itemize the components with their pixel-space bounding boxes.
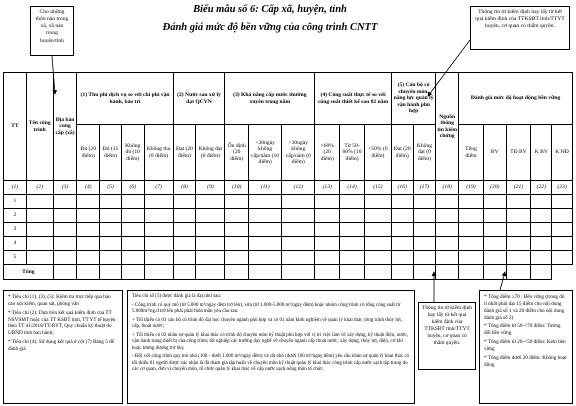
cell[interactable]: [249, 251, 282, 265]
evaluation-table: [3, 72, 573, 280]
col-number: (8): [173, 181, 196, 195]
cell[interactable]: [340, 223, 365, 237]
cell[interactable]: [225, 265, 249, 280]
cell[interactable]: [196, 223, 225, 237]
cell[interactable]: [391, 209, 413, 223]
cell[interactable]: [315, 265, 340, 280]
cell[interactable]: [531, 195, 552, 209]
cell[interactable]: [315, 237, 340, 251]
col-number: (5): [100, 181, 122, 195]
cell[interactable]: [225, 251, 249, 265]
cell[interactable]: [364, 237, 391, 251]
cell[interactable]: [53, 251, 77, 265]
col-number: (17): [413, 181, 436, 195]
col-number: (20): [483, 181, 506, 195]
cell[interactable]: [483, 209, 506, 223]
col-dia-ban: Địa bàn cung cấp (xã): [53, 73, 77, 181]
col-tt: TT: [4, 73, 27, 181]
sub-header: Không đạt (0 điểm): [413, 125, 436, 181]
cell[interactable]: [364, 223, 391, 237]
cell[interactable]: [459, 209, 484, 223]
note-middle-item: + Tối thiểu có 02 nhân sự quản lý khai thác có trình độ chuyên môn kỹ thuật phù hợp với vị trí việc làm về xây dựng, kỹ thuật điện, nước, vận hành trang thiết bị của công trình; tốt nghiệp các trường dạy nghề về chuyên ngành cấp thoát nước, xây dựng, thủy lợi, điện, cơ khí hoặc tương đương trở lên;: [132, 332, 408, 351]
cell[interactable]: [364, 209, 391, 223]
cell[interactable]: [225, 237, 249, 251]
note-left-item: * Tiêu chí (2): Dựa trên kết quả kiểm định của TT NSVSMT hoặc của TT KSBT tỉnh, TT YT tế huyện theo TT 41/2018/TT-BYT, Quy chuẩn kỹ thuật do UBND tỉnh ban hành;: [8, 309, 116, 337]
group-4-header: (4) Công suất thực tế so với công suất thiết kế sau 02 năm: [315, 73, 392, 125]
cell[interactable]: [483, 223, 506, 237]
cell[interactable]: [552, 237, 573, 251]
cell[interactable]: [413, 251, 436, 265]
table-row: [4, 251, 573, 265]
cell[interactable]: [436, 265, 459, 280]
cell[interactable]: [413, 265, 436, 280]
group-6-header: Đánh giá mức độ hoạt động bền vững: [459, 73, 573, 125]
group-3-header: (3) Khả năng cấp nước thường xuyên trong năm: [225, 73, 315, 125]
table-row: [4, 237, 573, 251]
cell[interactable]: [282, 209, 315, 223]
sub-header: BV: [483, 125, 506, 181]
col-number: (9): [196, 181, 225, 195]
cell[interactable]: [483, 265, 506, 280]
cell[interactable]: [196, 237, 225, 251]
cell[interactable]: [53, 209, 77, 223]
cell[interactable]: [483, 237, 506, 251]
cell[interactable]: [506, 195, 531, 209]
cell[interactable]: [225, 223, 249, 237]
cell[interactable]: [282, 195, 315, 209]
cell[interactable]: [340, 251, 365, 265]
col-nguon-thong-tin: Nguồn thông tin kiểm chứng: [436, 73, 459, 181]
col-number: (3): [53, 181, 77, 195]
callout-bottom-mid-text: Thông tin từ kiểm định hay lấy từ kết quả kiểm định của TTKSBT tỉnh/TTYT huyện, cơ quan có thẩm quyền.: [422, 305, 472, 346]
total-row: [4, 265, 573, 280]
col-number: (6): [121, 181, 144, 195]
cell[interactable]: [121, 237, 144, 251]
cell[interactable]: [121, 209, 144, 223]
cell[interactable]: [315, 251, 340, 265]
cell[interactable]: [196, 251, 225, 265]
cell[interactable]: [53, 223, 77, 237]
sub-header: >60% (20 điểm): [315, 125, 340, 181]
cell[interactable]: [144, 251, 173, 265]
cell[interactable]: [340, 195, 365, 209]
cell[interactable]: [391, 251, 413, 265]
cell[interactable]: [173, 265, 196, 280]
table-row: [4, 195, 573, 209]
col-number: (21): [506, 181, 531, 195]
cell[interactable]: [413, 237, 436, 251]
sub-header: >30ngày không cấp/năm (0 điểm): [282, 125, 315, 181]
col-number: (11): [249, 181, 282, 195]
cell[interactable]: [173, 209, 196, 223]
cell[interactable]: [531, 265, 552, 280]
cell[interactable]: [77, 195, 100, 209]
cell[interactable]: [364, 265, 391, 280]
cell[interactable]: [26, 195, 53, 209]
sub-header: Đủ (15 điểm): [100, 125, 122, 181]
cell[interactable]: [552, 251, 573, 265]
cell[interactable]: [173, 237, 196, 251]
sub-header: Tổng điểm: [459, 125, 484, 181]
callout-top-left-text: Cho những thôn nào trong xã, xã nào trong huyện/tỉnh: [35, 9, 69, 44]
column-number-row: [4, 181, 573, 195]
group-1-header: (1) Thu phí dịch vụ so với chi phí vận hành, bảo trì: [77, 73, 173, 125]
cell[interactable]: [506, 237, 531, 251]
cell[interactable]: [436, 209, 459, 223]
note-right-item: * Tổng điểm từ 50-<70 điểm: Tương đối bền vững: [484, 323, 561, 337]
cell[interactable]: [144, 223, 173, 237]
sub-header: K HĐ: [552, 125, 573, 181]
cell[interactable]: [282, 265, 315, 280]
cell[interactable]: [225, 209, 249, 223]
note-left-item: * Tiêu chí (1), (3), (5): Kiểm tra trực tiếp qua báo cáo nội kiểm, quan sát, phỏng vấn: [8, 294, 111, 307]
cell[interactable]: [506, 223, 531, 237]
col-number: (16): [391, 181, 413, 195]
cell[interactable]: [26, 223, 53, 237]
table-row: [4, 223, 573, 237]
cell[interactable]: [249, 265, 282, 280]
sub-header: <30ngày không cấp/năm (10 điểm): [249, 125, 282, 181]
cell[interactable]: [483, 195, 506, 209]
col-number: (2): [26, 181, 53, 195]
note-middle-item: - Công trình có quy mô (từ 5.000 m³/ngày đêm trở lên), vừa (từ 1.000-5.000 m³/ngày đêm) hoặc nhóm công trình có tổng công suất từ 5.000m³/ng.đ trở lên phải phải thỏa mãn yêu cầu sau:: [132, 302, 401, 314]
cell[interactable]: [413, 223, 436, 237]
note-middle-item: Tiêu chí số (5) được đánh giá là đạt như sau:: [132, 294, 222, 299]
cell[interactable]: [100, 223, 122, 237]
col-number: (12): [282, 181, 315, 195]
sub-header: Ổn định (20 điểm): [225, 125, 249, 181]
sub-header: Không đạt (0 điểm): [196, 125, 225, 181]
cell[interactable]: [391, 195, 413, 209]
note-right-item: * Tổng điểm từ 20-<50 điểm: Kém bền vững: [484, 339, 566, 353]
cell[interactable]: [531, 251, 552, 265]
cell[interactable]: [100, 265, 122, 280]
cell[interactable]: [249, 223, 282, 237]
row-number: 3: [4, 223, 27, 237]
cell[interactable]: [552, 195, 573, 209]
cell[interactable]: [196, 209, 225, 223]
callout-top-right-text: Thông tin từ kiểm định hay lấy từ kết quả kiểm định của TTKSBT tỉnh/TTYT huyện, cơ quan có thẩm quyền.: [475, 9, 565, 30]
row-number: 2: [4, 209, 27, 223]
cell[interactable]: [196, 195, 225, 209]
cell[interactable]: [459, 237, 484, 251]
cell[interactable]: [249, 195, 282, 209]
cell[interactable]: [53, 237, 77, 251]
cell[interactable]: [531, 223, 552, 237]
cell[interactable]: [483, 251, 506, 265]
cell[interactable]: [144, 209, 173, 223]
form-title: Biểu mẫu số 6: Cấp xã, huyện, tỉnh: [193, 4, 347, 15]
total-label: Tổng: [4, 265, 54, 280]
note-right-item: * Tổng điểm dưới 20 điểm: Không hoạt động: [484, 354, 567, 368]
cell[interactable]: [506, 251, 531, 265]
sub-header: TĐ BV: [506, 125, 531, 181]
cell[interactable]: [391, 265, 413, 280]
cell[interactable]: [282, 237, 315, 251]
sub-header: Đạt (20 điểm): [173, 125, 196, 181]
row-number: 5: [4, 251, 27, 265]
sub-header: Không thu (0 điểm): [144, 125, 173, 181]
cell[interactable]: [459, 265, 484, 280]
cell[interactable]: [77, 237, 100, 251]
cell[interactable]: [282, 223, 315, 237]
sub-header: <50% (0 điểm): [364, 125, 391, 181]
col-number: (10): [225, 181, 249, 195]
note-left: [3, 290, 123, 404]
col-number: (15): [364, 181, 391, 195]
cell[interactable]: [282, 251, 315, 265]
cell[interactable]: [249, 209, 282, 223]
cell[interactable]: [121, 265, 144, 280]
cell[interactable]: [77, 251, 100, 265]
cell[interactable]: [413, 209, 436, 223]
col-number: (19): [459, 181, 484, 195]
sub-header: Không đủ (10 điểm): [121, 125, 144, 181]
cell[interactable]: [144, 265, 173, 280]
cell[interactable]: [391, 237, 413, 251]
callout-bottom-mid: [418, 302, 476, 370]
col-ten-cong-trinh: Tên công trình: [26, 73, 53, 181]
row-number: 1: [4, 195, 27, 209]
cell[interactable]: [26, 251, 53, 265]
col-number: (1): [4, 181, 27, 195]
cell[interactable]: [531, 237, 552, 251]
table-row: [4, 209, 573, 223]
row-number: 4: [4, 237, 27, 251]
cell[interactable]: [100, 237, 122, 251]
cell[interactable]: [144, 195, 173, 209]
cell[interactable]: [77, 209, 100, 223]
cell[interactable]: [173, 223, 196, 237]
cell[interactable]: [552, 209, 573, 223]
sub-header: Đủ (20 điểm): [77, 125, 100, 181]
cell[interactable]: [315, 223, 340, 237]
cell[interactable]: [436, 251, 459, 265]
cell[interactable]: [225, 195, 249, 209]
col-number: (13): [315, 181, 340, 195]
col-number: (7): [144, 181, 173, 195]
cell[interactable]: [26, 209, 53, 223]
col-number: (22): [531, 181, 552, 195]
cell[interactable]: [459, 223, 484, 237]
cell[interactable]: [144, 237, 173, 251]
note-middle: [127, 290, 415, 404]
cell[interactable]: [26, 237, 53, 251]
cell[interactable]: [121, 195, 144, 209]
cell[interactable]: [100, 195, 122, 209]
cell[interactable]: [100, 251, 122, 265]
cell[interactable]: [531, 209, 552, 223]
cell[interactable]: [436, 237, 459, 251]
cell[interactable]: [121, 251, 144, 265]
cell[interactable]: [340, 209, 365, 223]
cell[interactable]: [173, 195, 196, 209]
note-middle-item: - Đối với công trình quy mô nhỏ (100 - dưới 1.000 m³/ngày đêm) và rất nhỏ (dưới 100 m³/ngày đêm) yêu cầu nhân sự quản lý khai thác có tối thiểu 01 người được xác nhận là đã tham gia tập huấn về chuyên môn kỹ thuật quản lý khai thác công trình cấp nước sạch tập trung do các cơ quan, đơn vị chuyên môn, tổ chức quản lý khai thác về cấp nước sạch nông thôn tổ chức.: [132, 354, 410, 372]
col-number: (18): [436, 181, 459, 195]
cell[interactable]: [121, 223, 144, 237]
cell[interactable]: [436, 223, 459, 237]
cell[interactable]: [315, 195, 340, 209]
cell[interactable]: [364, 251, 391, 265]
cell[interactable]: [249, 237, 282, 251]
cell[interactable]: [552, 223, 573, 237]
cell[interactable]: [53, 195, 77, 209]
cell[interactable]: [391, 223, 413, 237]
cell[interactable]: [506, 265, 531, 280]
cell[interactable]: [459, 251, 484, 265]
cell[interactable]: [459, 195, 484, 209]
cell[interactable]: [100, 209, 122, 223]
note-right: [479, 290, 573, 404]
note-middle-item: + Tối thiểu có 01 cán bộ có trình độ đại học chuyên ngành phù hợp và có 01 năm kinh nghiệm về quản lý khai thác công trình thủy lợi, cấp, thoát nước;: [132, 317, 403, 329]
cell[interactable]: [340, 237, 365, 251]
cell[interactable]: [196, 265, 225, 280]
sub-header: K BV: [531, 125, 552, 181]
cell[interactable]: [413, 195, 436, 209]
cell[interactable]: [436, 195, 459, 209]
form-subtitle: Đánh giá mức độ bền vững của công trình CNTT: [162, 22, 378, 33]
cell[interactable]: [315, 209, 340, 223]
note-right-item: * Tổng điểm ≥70 : Bền vững (trong đó ít nhất phải đạt 15 điểm cho nội dung đánh giá số 1 và 20 điểm cho nội dung đánh giá số 2): [484, 294, 565, 321]
group-5-header: (5) Cán bộ có chuyên môn, năng lực quản lý vận hành phù hợp: [391, 73, 435, 125]
cell[interactable]: [53, 265, 77, 280]
cell[interactable]: [77, 265, 100, 280]
cell[interactable]: [173, 251, 196, 265]
group-2-header: (2) Nước sau xử lý đạt QCVN: [173, 73, 225, 125]
sub-header: Từ 50-60% (10 điểm): [340, 125, 365, 181]
col-number: (4): [77, 181, 100, 195]
cell[interactable]: [506, 209, 531, 223]
note-left-item: * Tiêu chí (4): Sử dụng kết quả ở cột (7) Bảng 5 để đánh giá: [8, 339, 114, 353]
sub-header: Đạt (20 điểm): [391, 125, 413, 181]
cell[interactable]: [364, 195, 391, 209]
cell[interactable]: [340, 265, 365, 280]
cell[interactable]: [77, 223, 100, 237]
col-number: (23): [552, 181, 573, 195]
col-number: (14): [340, 181, 365, 195]
